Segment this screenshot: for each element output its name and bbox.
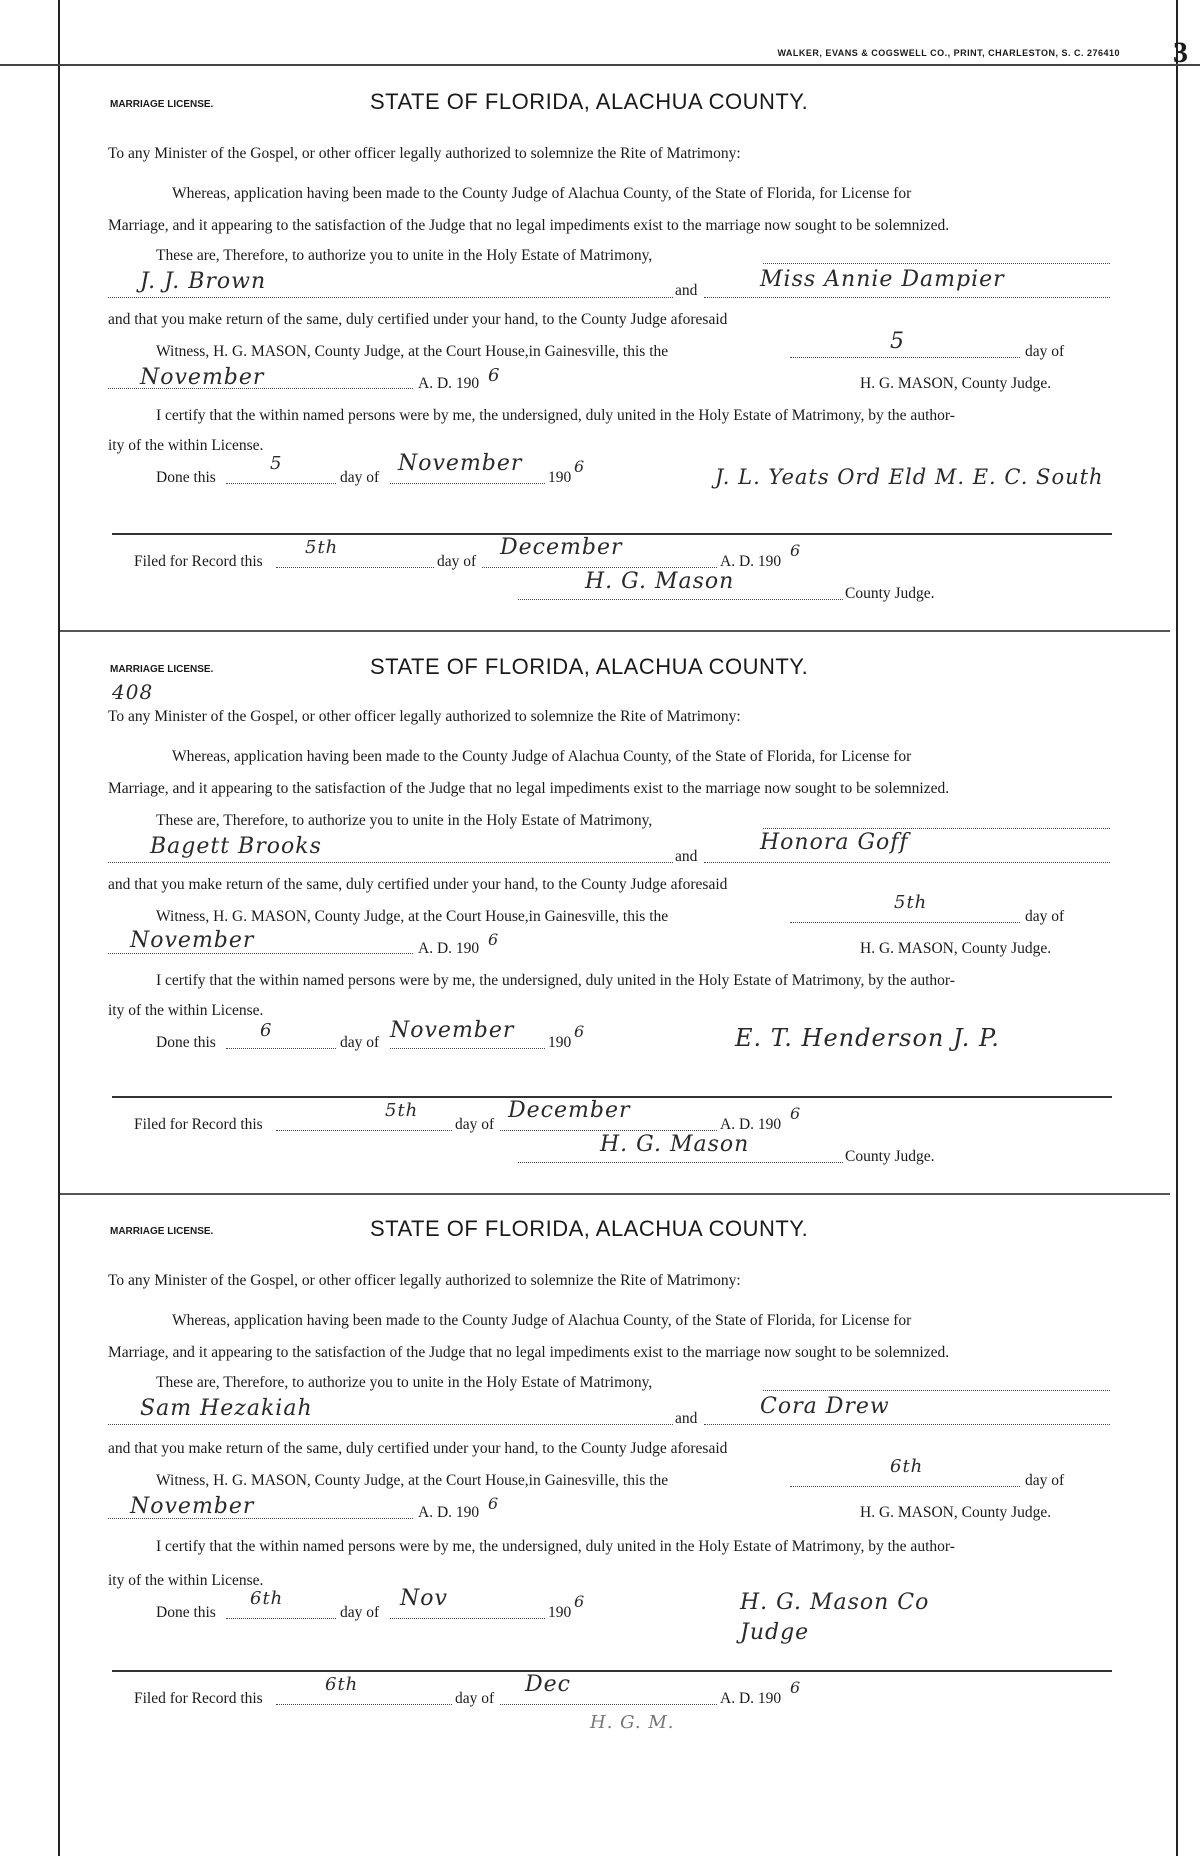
filed-month: Dec xyxy=(525,1672,571,1697)
whereas-line-1: Whereas, application having been made to the County Judge of Alachua County, of the State of Florida, for License for xyxy=(172,1312,912,1329)
certify-line-2: ity of the within License. xyxy=(108,1002,264,1019)
whereas-line-1: Whereas, application having been made to the County Judge of Alachua County, of the State of Florida, for License for xyxy=(172,185,912,202)
groom-name: Bagett Brooks xyxy=(150,834,322,859)
witness-line: Witness, H. G. MASON, County Judge, at the Court House,in Gainesville, this the xyxy=(156,1472,669,1489)
officiant-signature: H. G. Mason Co Judge xyxy=(740,1590,930,1645)
dotted-line xyxy=(790,357,1020,358)
whereas-line-2: Marriage, and it appearing to the satisfaction of the Judge that no legal impediments exist to the marriage now sought to be solemnized. xyxy=(108,1344,950,1361)
dotted-line xyxy=(390,483,545,484)
day-of-label: day of xyxy=(1025,343,1065,360)
witness-month: November xyxy=(140,365,265,390)
done-this-label: Done this xyxy=(156,469,216,486)
dotted-line xyxy=(704,1424,1110,1425)
bride-name: Honora Goff xyxy=(760,830,909,855)
section-divider-2 xyxy=(60,1193,1170,1195)
dotted-line xyxy=(226,483,336,484)
filed-day: 5th xyxy=(305,537,339,558)
dotted-line xyxy=(276,1130,452,1131)
state-title: STATE OF FLORIDA, ALACHUA COUNTY. xyxy=(370,89,809,114)
these-are-line: These are, Therefore, to authorize you to unite in the Holy Estate of Matrimony, xyxy=(156,1374,653,1391)
witness-month: November xyxy=(130,928,255,953)
dotted-line xyxy=(518,599,843,600)
dotted-line xyxy=(390,1048,545,1049)
filed-day-of-label: day of xyxy=(455,1690,495,1707)
license-record-3 xyxy=(100,1212,1120,1852)
county-judge-label: County Judge. xyxy=(845,1148,935,1165)
done-day: 6th xyxy=(250,1588,284,1609)
officiant-signature: J. L. Yeats Ord Eld M. E. C. South xyxy=(715,465,1104,489)
license-label: MARRIAGE LICENSE. xyxy=(110,99,214,110)
license-record-1 xyxy=(100,85,1120,625)
dotted-line xyxy=(518,1162,843,1163)
county-judge-label: County Judge. xyxy=(845,585,935,602)
certify-line-1: I certify that the within named persons were by me, the undersigned, duly united in the Holy Estate of Matrimony, by the author- xyxy=(156,972,955,989)
witness-day: 5 xyxy=(890,329,905,354)
state-title: STATE OF FLORIDA, ALACHUA COUNTY. xyxy=(370,654,809,679)
groom-name: Sam Hezakiah xyxy=(140,1396,313,1421)
judge-label: H. G. MASON, County Judge. xyxy=(860,1504,1052,1521)
address-line: To any Minister of the Gospel, or other officer legally authorized to solemnize the Rite of Matrimony: xyxy=(108,1272,741,1289)
whereas-line-1: Whereas, application having been made to the County Judge of Alachua County, of the State of Florida, for License for xyxy=(172,748,912,765)
witness-year: 6 xyxy=(488,930,500,949)
witness-year: 6 xyxy=(488,1494,500,1513)
done-month: November xyxy=(390,1018,515,1043)
dotted-line xyxy=(704,862,1110,863)
dotted-line xyxy=(226,1618,336,1619)
bride-name: Miss Annie Dampier xyxy=(760,267,1005,292)
filed-day-of-label: day of xyxy=(455,1116,495,1133)
dotted-line xyxy=(482,567,717,568)
certify-line-2: ity of the within License. xyxy=(108,1572,264,1589)
license-number: 408 xyxy=(112,680,154,704)
certify-line-1: I certify that the within named persons were by me, the undersigned, duly united in the Holy Estate of Matrimony, by the author- xyxy=(156,1538,955,1555)
and-label: and xyxy=(675,282,698,299)
state-title: STATE OF FLORIDA, ALACHUA COUNTY. xyxy=(370,1216,809,1241)
record-rule xyxy=(112,1670,1112,1672)
dotted-line xyxy=(500,1130,717,1131)
left-margin-line xyxy=(58,0,60,1856)
dotted-line xyxy=(226,1048,336,1049)
right-margin-line xyxy=(1176,0,1178,1856)
and-label: and xyxy=(675,848,698,865)
filed-label: Filed for Record this xyxy=(134,553,263,570)
done-year: 6 xyxy=(574,457,586,476)
filed-judge-signature: H. G. M. xyxy=(590,1712,675,1733)
witness-line: Witness, H. G. MASON, County Judge, at the Court House,in Gainesville, this the xyxy=(156,908,669,925)
dotted-line xyxy=(763,828,1110,829)
done-day-of-label: day of xyxy=(340,1604,380,1621)
day-of-label: day of xyxy=(1025,1472,1065,1489)
whereas-line-2: Marriage, and it appearing to the satisfaction of the Judge that no legal impediments exist to the marriage now sought to be solemnized. xyxy=(108,217,950,234)
dotted-line xyxy=(276,1704,452,1705)
filed-label: Filed for Record this xyxy=(134,1690,263,1707)
ad-label: A. D. 190 xyxy=(418,940,480,957)
dotted-line xyxy=(108,953,413,954)
done-year: 6 xyxy=(574,1592,586,1611)
done-this-label: Done this xyxy=(156,1604,216,1621)
done-month: Nov xyxy=(400,1586,448,1611)
filed-ad-label: A. D. 190 xyxy=(720,553,782,570)
done-year-prefix: 190 xyxy=(548,1604,572,1621)
license-label: MARRIAGE LICENSE. xyxy=(110,1226,214,1237)
filed-ad-label: A. D. 190 xyxy=(720,1116,782,1133)
filed-year: 6 xyxy=(790,541,802,560)
whereas-line-2: Marriage, and it appearing to the satisfaction of the Judge that no legal impediments exist to the marriage now sought to be solemnized. xyxy=(108,780,950,797)
witness-month: November xyxy=(130,1494,255,1519)
dotted-line xyxy=(108,297,673,298)
done-day: 5 xyxy=(270,453,283,474)
these-are-line: These are, Therefore, to authorize you to unite in the Holy Estate of Matrimony, xyxy=(156,247,653,264)
dotted-line xyxy=(276,567,434,568)
witness-line: Witness, H. G. MASON, County Judge, at the Court House,in Gainesville, this the xyxy=(156,343,669,360)
judge-label: H. G. MASON, County Judge. xyxy=(860,940,1052,957)
day-of-label: day of xyxy=(1025,908,1065,925)
address-line: To any Minister of the Gospel, or other officer legally authorized to solemnize the Rite of Matrimony: xyxy=(108,145,741,162)
return-line: and that you make return of the same, duly certified under your hand, to the County Judge aforesaid xyxy=(108,311,728,328)
dotted-line xyxy=(108,862,673,863)
dotted-line xyxy=(108,1424,673,1425)
dotted-line xyxy=(390,1618,545,1619)
return-line: and that you make return of the same, duly certified under your hand, to the County Judge aforesaid xyxy=(108,1440,728,1457)
filed-year: 6 xyxy=(790,1678,802,1697)
filed-judge-signature: H. G. Mason xyxy=(585,569,735,594)
witness-year: 6 xyxy=(488,365,501,386)
section-divider-1 xyxy=(60,630,1170,632)
dotted-line xyxy=(763,263,1110,264)
filed-day-of-label: day of xyxy=(437,553,477,570)
dotted-line xyxy=(108,1518,413,1519)
filed-month: December xyxy=(500,535,623,560)
groom-name: J. J. Brown xyxy=(140,269,267,294)
done-year-prefix: 190 xyxy=(548,469,572,486)
done-year: 6 xyxy=(574,1022,586,1041)
judge-label: H. G. MASON, County Judge. xyxy=(860,375,1052,392)
bride-name: Cora Drew xyxy=(760,1394,890,1419)
certify-line-1: I certify that the within named persons were by me, the undersigned, duly united in the Holy Estate of Matrimony, by the author- xyxy=(156,407,955,424)
and-label: and xyxy=(675,1410,698,1427)
certify-line-2: ity of the within License. xyxy=(108,437,264,454)
filed-label: Filed for Record this xyxy=(134,1116,263,1133)
filed-day: 5th xyxy=(385,1100,419,1121)
license-label: MARRIAGE LICENSE. xyxy=(110,664,214,675)
witness-day: 6th xyxy=(890,1456,924,1477)
address-line: To any Minister of the Gospel, or other officer legally authorized to solemnize the Rite of Matrimony: xyxy=(108,708,741,725)
these-are-line: These are, Therefore, to authorize you to unite in the Holy Estate of Matrimony, xyxy=(156,812,653,829)
done-month: November xyxy=(398,451,523,476)
dotted-line xyxy=(500,1704,717,1705)
license-record-2 xyxy=(100,650,1120,1190)
ad-label: A. D. 190 xyxy=(418,375,480,392)
filed-day: 6th xyxy=(325,1674,359,1695)
dotted-line xyxy=(763,1390,1110,1391)
ad-label: A. D. 190 xyxy=(418,1504,480,1521)
page-number: 3 xyxy=(1173,36,1188,69)
witness-day: 5th xyxy=(894,892,928,913)
dotted-line xyxy=(790,922,1020,923)
dotted-line xyxy=(790,1486,1020,1487)
printer-imprint: WALKER, EVANS & COGSWELL CO., PRINT, CHARLESTON, S. C. 276410 xyxy=(777,48,1120,58)
done-year-prefix: 190 xyxy=(548,1034,572,1051)
done-day: 6 xyxy=(260,1020,273,1041)
done-this-label: Done this xyxy=(156,1034,216,1051)
filed-year: 6 xyxy=(790,1104,802,1123)
dotted-line xyxy=(704,297,1110,298)
done-day-of-label: day of xyxy=(340,469,380,486)
filed-ad-label: A. D. 190 xyxy=(720,1690,782,1707)
filed-judge-signature: H. G. Mason xyxy=(600,1132,750,1157)
filed-month: December xyxy=(508,1098,631,1123)
done-day-of-label: day of xyxy=(340,1034,380,1051)
dotted-line xyxy=(108,388,413,389)
return-line: and that you make return of the same, duly certified under your hand, to the County Judge aforesaid xyxy=(108,876,728,893)
top-rule xyxy=(0,64,1200,66)
officiant-signature: E. T. Henderson J. P. xyxy=(735,1024,1000,1052)
